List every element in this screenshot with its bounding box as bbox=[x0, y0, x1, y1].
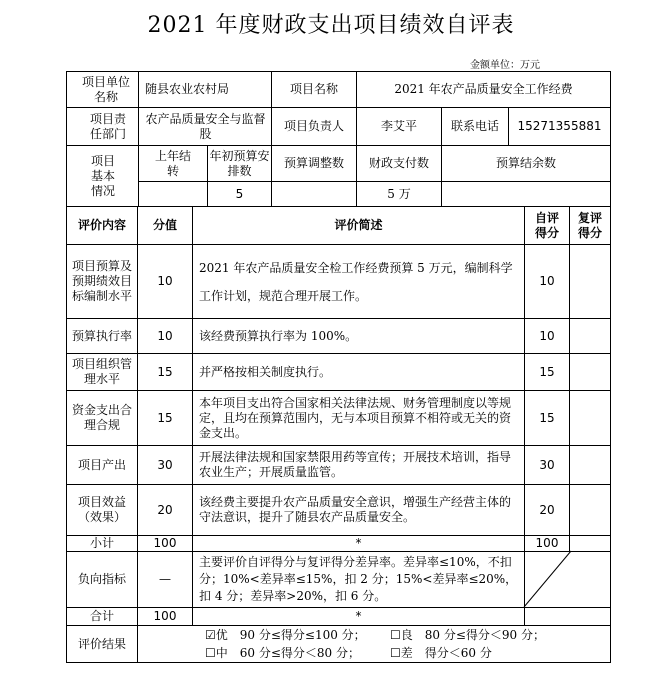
table-border-bottom bbox=[66, 662, 611, 663]
adjust-label: 预算调整数 bbox=[283, 156, 344, 170]
unit-name-value: 随县农业农村局 bbox=[145, 82, 230, 96]
basic-info-label: 项目基本情况 bbox=[90, 153, 115, 198]
result-option-poor: ☐差 得分＜60 分 bbox=[390, 645, 492, 660]
project-name-value: 2021 年农产品质量安全工作经费 bbox=[394, 82, 573, 96]
carry-label: 上年结转 bbox=[154, 148, 191, 178]
table-border-right bbox=[610, 71, 611, 663]
header-self-score: 自评得分 bbox=[534, 210, 559, 240]
subtotal-label: 小计 bbox=[89, 536, 114, 550]
header-score: 分值 bbox=[152, 218, 177, 232]
row-score: 10 bbox=[157, 274, 173, 288]
row-review-score bbox=[570, 446, 610, 484]
row-score: 15 bbox=[157, 410, 173, 425]
paid-label: 财政支付数 bbox=[368, 156, 429, 170]
project-name-label: 项目名称 bbox=[289, 82, 338, 96]
total-score: 100 bbox=[153, 609, 177, 623]
subtotal-brief: * bbox=[355, 536, 362, 550]
row-brief: 本年项目支出符合国家相关法律法规、财务管理制度以等规定，且均在预算范围内，无与本项目预算不相符或无关的资金支出。 bbox=[199, 395, 512, 440]
result-label: 评价结果 bbox=[77, 636, 126, 651]
row-brief: 该经费主要提升农产品质量安全意识，增强生产经营主体的守法意识，提升了随县农产品质量安全。 bbox=[199, 495, 512, 524]
budget-label: 年初预算安排数 bbox=[209, 148, 270, 178]
header-review-score: 复评得分 bbox=[577, 210, 602, 240]
row-self-score: 10 bbox=[539, 274, 555, 288]
row-self-score: 15 bbox=[539, 410, 555, 425]
total-brief: * bbox=[355, 609, 362, 623]
row-self-score: 20 bbox=[539, 502, 555, 517]
subtotal-score: 100 bbox=[153, 536, 177, 550]
negative-brief: 主要评价自评得分与复评得分差异率。差异率≤10%，不扣分；10%<差异率≤15%，扣 2 分；15%<差异率≤20%，扣 4 分；差异率>20%，扣 6 分。 bbox=[199, 555, 518, 603]
row-score: 15 bbox=[157, 364, 173, 379]
row-content: 项目预算及预期绩效目标编制水平 bbox=[71, 259, 132, 303]
row-content: 资金支出合理合规 bbox=[72, 403, 132, 432]
row-review-score bbox=[570, 485, 610, 535]
dept-label: 项目责任部门 bbox=[89, 111, 126, 141]
row-review-score bbox=[570, 354, 610, 390]
row-brief: 并严格按相关制度执行。 bbox=[199, 364, 332, 379]
row-score: 10 bbox=[157, 328, 173, 343]
result-option-excellent: ☑优 90 分≤得分≤100 分； bbox=[205, 628, 366, 642]
row-content: 项目组织管理水平 bbox=[72, 357, 132, 386]
row-review-score bbox=[570, 319, 610, 353]
dept-value: 农产品质量安全与监督股 bbox=[145, 111, 266, 141]
paid-value: 5 万 bbox=[387, 186, 411, 201]
adjust-value bbox=[272, 182, 356, 206]
result-option-medium: ☐中 60 分≤得分＜80 分； bbox=[205, 645, 360, 660]
row-brief: 2021 年农产品质量安全检工作经费预算 5 万元，编制科学工作计划，规范合理开展工作。 bbox=[199, 260, 513, 303]
negative-score: — bbox=[159, 572, 171, 586]
row-score: 30 bbox=[157, 457, 173, 472]
row-self-score: 10 bbox=[539, 328, 555, 343]
header-brief: 评价简述 bbox=[334, 218, 383, 232]
header-content: 评价内容 bbox=[77, 218, 126, 232]
row-self-score: 30 bbox=[539, 457, 555, 472]
row-brief: 该经费预算执行率为 100%。 bbox=[199, 328, 358, 343]
page-title: 2021 年度财政支出项目绩效自评表 bbox=[147, 13, 515, 38]
leader-value: 李艾平 bbox=[380, 119, 417, 133]
grid-line bbox=[66, 625, 611, 626]
negative-label: 负向指标 bbox=[77, 572, 126, 586]
phone-label: 联系电话 bbox=[450, 119, 499, 133]
phone-value: 15271355881 bbox=[517, 119, 602, 133]
row-content: 预算执行率 bbox=[72, 328, 132, 343]
row-brief: 开展法律法规和国家禁限用药等宣传；开展技术培训，指导农业生产；开展质量监管。 bbox=[199, 450, 512, 479]
carry-value bbox=[139, 182, 207, 206]
row-review-score bbox=[570, 391, 610, 445]
unit-name-label: 项目单位名称 bbox=[82, 74, 130, 104]
result-option-good: ☐良 80 分≤得分＜90 分； bbox=[390, 628, 545, 642]
leader-label: 项目负责人 bbox=[283, 119, 344, 133]
row-score: 20 bbox=[157, 502, 173, 517]
row-review-score bbox=[570, 245, 610, 318]
budget-value: 5 bbox=[235, 186, 244, 201]
row-content: 项目产出 bbox=[77, 457, 126, 472]
total-label: 合计 bbox=[89, 609, 114, 623]
balance-label: 预算结余数 bbox=[495, 156, 556, 170]
row-self-score: 15 bbox=[539, 364, 555, 379]
row-content: 项目效益（效果） bbox=[77, 495, 126, 524]
balance-value bbox=[442, 182, 610, 206]
amount-unit: 金额单位：万元 bbox=[470, 60, 540, 71]
subtotal-self-score: 100 bbox=[535, 536, 559, 550]
